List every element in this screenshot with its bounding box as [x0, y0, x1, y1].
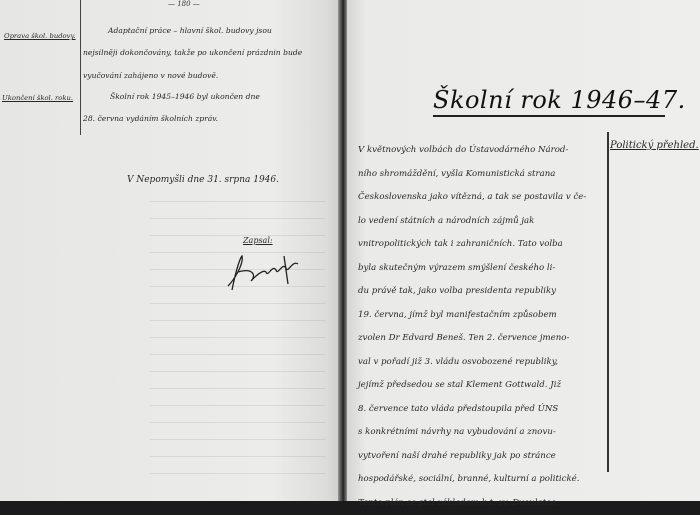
title-underline — [433, 115, 665, 117]
paragraph-line: vyučování zahájeno v nové budově. — [83, 71, 218, 80]
paragraph-line: nejsilněji dokončovány, takže po ukončení prázdnin bude — [83, 48, 302, 57]
body-line: hospodářské, sociální, branné, kulturní a politické. — [358, 468, 608, 492]
bleed-through-lines — [150, 185, 325, 485]
page-number: — 180 — — [168, 0, 200, 8]
body-line: Tento plán se stal základem k t. zv. Dvouletce, — [358, 492, 608, 515]
body-line: 8. července tato vláda předstoupila před ÚNS — [358, 398, 608, 422]
paragraph-line: Adaptační práce – hlavní škol. budovy jsou — [108, 26, 272, 35]
margin-note-year-end: Ukončení škol. roku. — [2, 94, 73, 102]
place-and-date: V Nepomyšli dne 31. srpna 1946. — [127, 175, 279, 185]
body-line: byla skutečným výrazem smýšlení českého li- — [358, 257, 608, 281]
body-line: vytvoření naší drahé republiky jak po stránce — [358, 445, 608, 469]
side-heading: Politický přehled. — [610, 140, 699, 151]
body-line: zvolen Dr Edvard Beneš. Ten 2. července jmeno- — [358, 327, 608, 351]
body-line: ního shromáždění, vyšla Komunistická strana — [358, 163, 608, 187]
paragraph-line: 28. června vydáním školních zpráv. — [83, 114, 218, 123]
body-text — [358, 139, 608, 515]
paragraph-line: Školní rok 1945–1946 byl ukončen dne — [110, 92, 260, 101]
handwritten-signature — [222, 250, 304, 295]
body-line: vnitropolitických tak i zahraničních. Tato volba — [358, 233, 608, 257]
body-line: Československa jako vítězná, a tak se postavila v če- — [358, 186, 608, 210]
body-line: lo vedení státních a národních zájmů jak — [358, 210, 608, 234]
body-line: du právě tak, jako volba presidenta republiky — [358, 280, 608, 304]
body-line: val v pořadí již 3. vládu osvobozené republiky, — [358, 351, 608, 375]
body-line: s konkrétními návrhy na vybudování a znovu- — [358, 421, 608, 445]
page-title: Školní rok 1946–47. — [433, 86, 686, 114]
margin-note-repair: Oprava škol. budovy. — [4, 32, 76, 40]
body-line: jejímž předsedou se stal Klement Gottwald. Již — [358, 374, 608, 398]
body-line: V květnových volbách do Ústavodárného Národ- — [358, 139, 608, 163]
book-gutter — [338, 0, 347, 501]
signed-label: Zapsal: — [243, 236, 273, 245]
margin-rule — [80, 0, 81, 135]
body-line: 19. června, jímž byl manifestačním způsobem — [358, 304, 608, 328]
